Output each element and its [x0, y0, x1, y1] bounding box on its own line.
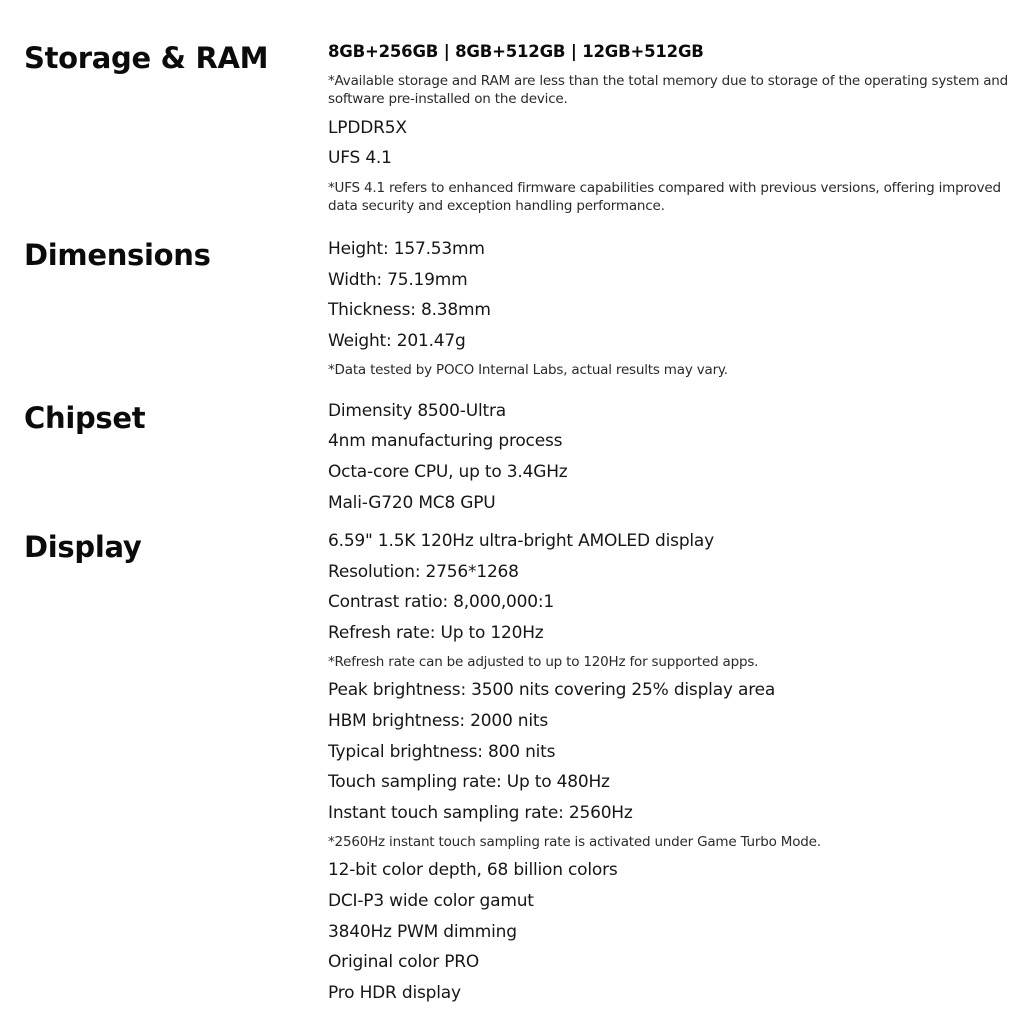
instant-touch-footnote: *2560Hz instant touch sampling rate is activated under Game Turbo Mode. — [328, 834, 821, 850]
thickness-value: Thickness: 8.38mm — [328, 300, 491, 320]
display-touch-sampling: Touch sampling rate: Up to 480Hz — [328, 772, 610, 792]
display-color-depth: 12-bit color depth, 68 billion colors — [328, 860, 618, 880]
display-panel: 6.59" 1.5K 120Hz ultra-bright AMOLED display — [328, 531, 715, 551]
section-title-display: Display — [24, 530, 142, 564]
display-typical-brightness: Typical brightness: 800 nits — [328, 742, 556, 762]
display-contrast: Contrast ratio: 8,000,000:1 — [328, 592, 555, 612]
display-peak-brightness: Peak brightness: 3500 nits covering 25% display area — [328, 680, 776, 700]
display-hbm-brightness: HBM brightness: 2000 nits — [328, 711, 549, 731]
ram-type: LPDDR5X — [328, 118, 407, 138]
capacity-footnote: *Available storage and RAM are less than the total memory due to storage of the operating system and software pre-installed on the device. — [328, 73, 1009, 107]
storage-type: UFS 4.1 — [328, 148, 392, 168]
display-hdr: Pro HDR display — [328, 983, 461, 1003]
display-resolution: Resolution: 2756*1268 — [328, 562, 519, 582]
chipset-process: 4nm manufacturing process — [328, 431, 563, 451]
display-pwm-dimming: 3840Hz PWM dimming — [328, 922, 517, 942]
section-title-chipset: Chipset — [24, 401, 146, 435]
capacity-options: 8GB+256GB | 8GB+512GB | 12GB+512GB — [328, 42, 704, 61]
weight-value: Weight: 201.47g — [328, 331, 466, 351]
width-value: Width: 75.19mm — [328, 270, 468, 290]
chipset-name: Dimensity 8500-Ultra — [328, 401, 506, 421]
display-instant-touch-sampling: Instant touch sampling rate: 2560Hz — [328, 803, 633, 823]
section-title-dimensions: Dimensions — [24, 238, 211, 272]
section-title-storage-ram: Storage & RAM — [24, 41, 269, 75]
refresh-rate-footnote: *Refresh rate can be adjusted to up to 120Hz for supported apps. — [328, 654, 759, 670]
display-refresh-rate: Refresh rate: Up to 120Hz — [328, 623, 544, 643]
dimensions-footnote: *Data tested by POCO Internal Labs, actual results may vary. — [328, 362, 728, 378]
storage-footnote: *UFS 4.1 refers to enhanced firmware capabilities compared with previous versions, offering improved data security and exception handling performance. — [328, 180, 1001, 214]
height-value: Height: 157.53mm — [328, 239, 485, 259]
chipset-cpu: Octa-core CPU, up to 3.4GHz — [328, 462, 568, 482]
chipset-gpu: Mali-G720 MC8 GPU — [328, 493, 496, 513]
display-original-color: Original color PRO — [328, 952, 480, 972]
display-color-gamut: DCI-P3 wide color gamut — [328, 891, 534, 911]
